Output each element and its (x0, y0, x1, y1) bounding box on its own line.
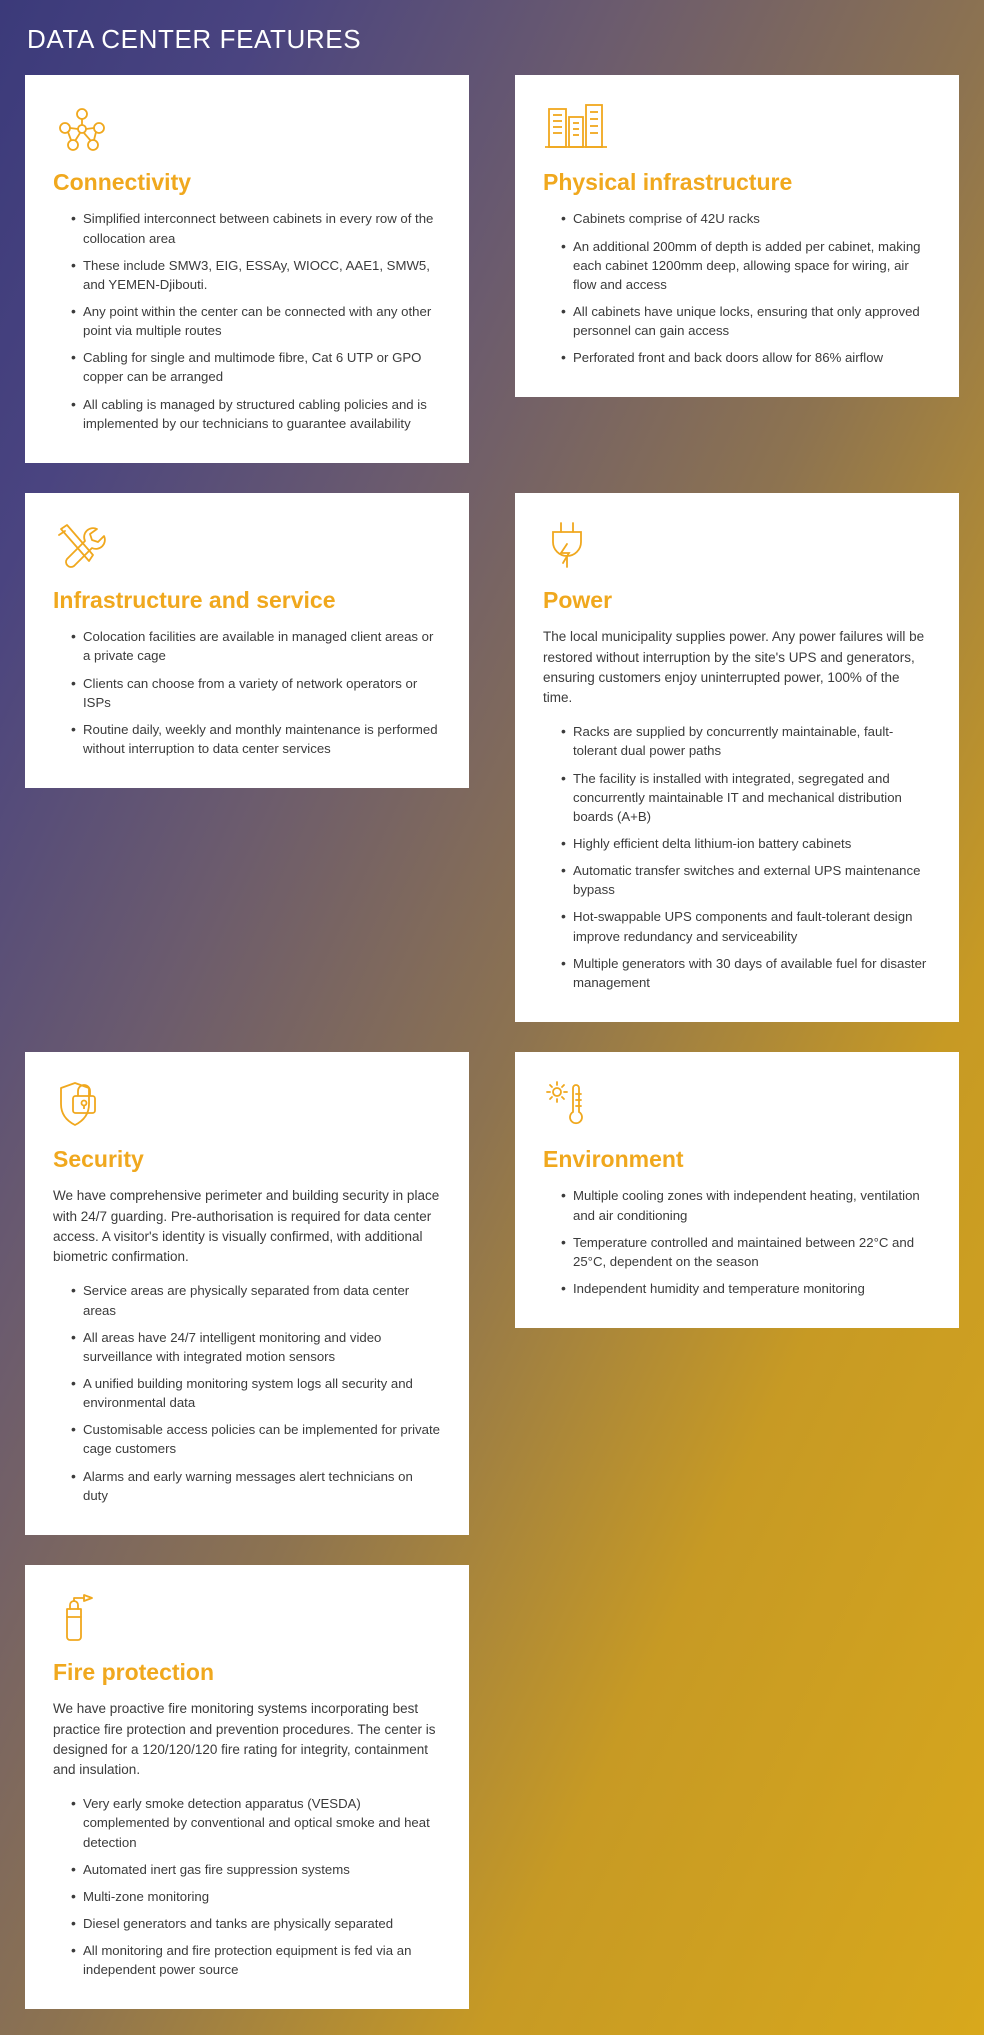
card-bullet-list (53, 1281, 441, 1504)
page-title: DATA CENTER FEATURES (27, 24, 362, 54)
card-bullet-list (53, 627, 441, 758)
list-item: • An additional 200mm of depth is added per cabinet, making each cabinet 1200mm deep, allowing space for wiring, air flow and access (561, 237, 931, 294)
list-item: • Multi-zone monitoring (71, 1887, 441, 1906)
power-plug-icon (543, 519, 931, 581)
list-item: • Racks are supplied by concurrently maintainable, fault-tolerant dual power paths (561, 722, 931, 760)
list-item: • Colocation facilities are available in managed client areas or a private cage (71, 627, 441, 665)
card-title: Fire protection (53, 1658, 215, 1685)
list-item: • The facility is installed with integrated, segregated and concurrently maintainable IT and mechanical distribution boards (A+B) (561, 769, 931, 826)
list-item: • A unified building monitoring system logs all security and environmental data (71, 1374, 441, 1412)
feature-card-physical-infrastructure (515, 75, 959, 397)
list-item: • These include SMW3, EIG, ESSAy, WIOCC, AAE1, SMW5, and YEMEN-Djibouti. (71, 256, 441, 294)
list-item: • All areas have 24/7 intelligent monitoring and video surveillance with integrated motion sensors (71, 1328, 441, 1366)
feature-card-grid (25, 75, 959, 2009)
list-item: • Multiple cooling zones with independent heating, ventilation and air conditioning (561, 1186, 931, 1224)
list-item: • Hot-swappable UPS components and fault-tolerant design improve redundancy and serviceability (561, 907, 931, 945)
card-bullet-list (543, 1186, 931, 1298)
fire-extinguisher-icon (53, 1591, 441, 1653)
feature-card-security (25, 1052, 469, 1535)
card-bullet-list (53, 209, 441, 432)
feature-card-infrastructure-and-service (25, 493, 469, 788)
buildings-icon (543, 101, 931, 163)
card-title: Infrastructure and service (53, 586, 336, 613)
card-intro: We have comprehensive perimeter and building security in place with 24/7 guarding. Pre-authorisation is required for data center access. A visitor's identity is visually confirmed, with additional biometric confirmation. (53, 1188, 440, 1265)
list-item: • Temperature controlled and maintained between 22°C and 25°C, dependent on the season (561, 1233, 931, 1271)
card-title: Connectivity (53, 169, 192, 195)
list-item: • Customisable access policies can be implemented for private cage customers (71, 1420, 441, 1458)
card-bullet-list (543, 722, 931, 992)
list-item: • Diesel generators and tanks are physically separated (71, 1914, 441, 1933)
list-item: • Simplified interconnect between cabinets in every row of the collocation area (71, 209, 441, 247)
list-item: • Perforated front and back doors allow for 86% airflow (561, 348, 931, 367)
card-title: Environment (543, 1145, 684, 1172)
list-item: • Any point within the center can be connected with any other point via multiple routes (71, 302, 441, 340)
feature-card-fire-protection (25, 1565, 469, 2010)
tools-hammer-wrench-icon (53, 519, 441, 581)
feature-card-connectivity (25, 75, 469, 463)
list-item: • Very early smoke detection apparatus (VESDA) complemented by conventional and optical smoke and heat detection (71, 1794, 441, 1851)
thermometer-sun-icon (543, 1078, 931, 1140)
network-nodes-icon (53, 101, 441, 163)
list-item: • Multiple generators with 30 days of available fuel for disaster management (561, 954, 931, 992)
list-item: • Clients can choose from a variety of network operators or ISPs (71, 674, 441, 712)
shield-lock-icon (53, 1078, 441, 1140)
list-item: • All monitoring and fire protection equipment is fed via an independent power source (71, 1941, 441, 1979)
list-item: • Automatic transfer switches and external UPS maintenance bypass (561, 861, 931, 899)
card-bullet-list (53, 1794, 441, 1979)
card-title: Security (53, 1145, 144, 1172)
list-item: • Independent humidity and temperature monitoring (561, 1279, 931, 1298)
list-item: • All cabling is managed by structured cabling policies and is implemented by our technicians to guarantee availability (71, 395, 441, 433)
list-item: • All cabinets have unique locks, ensuring that only approved personnel can gain access (561, 302, 931, 340)
list-item: • Cabling for single and multimode fibre, Cat 6 UTP or GPO copper can be arranged (71, 348, 441, 386)
feature-card-environment (515, 1052, 959, 1328)
list-item: • Alarms and early warning messages alert technicians on duty (71, 1467, 441, 1505)
card-title: Physical infrastructure (543, 169, 793, 195)
card-title: Power (543, 586, 613, 613)
list-item: • Routine daily, weekly and monthly maintenance is performed without interruption to data center services (71, 720, 441, 758)
card-intro: The local municipality supplies power. Any power failures will be restored without interruption by the site's UPS and generators, ensuring customers enjoy uninterrupted power, 100% of the time. (543, 629, 925, 706)
list-item: • Cabinets comprise of 42U racks (561, 209, 931, 228)
list-item: • Automated inert gas fire suppression systems (71, 1860, 441, 1879)
list-item: • Service areas are physically separated from data center areas (71, 1281, 441, 1319)
card-bullet-list (543, 209, 931, 367)
list-item: • Highly efficient delta lithium-ion battery cabinets (561, 834, 931, 853)
card-intro: We have proactive fire monitoring systems incorporating best practice fire protection and prevention procedures. The center is designed for a 120/120/120 fire rating for integrity, containment and insulation. (53, 1701, 436, 1777)
feature-card-power (515, 493, 959, 1022)
